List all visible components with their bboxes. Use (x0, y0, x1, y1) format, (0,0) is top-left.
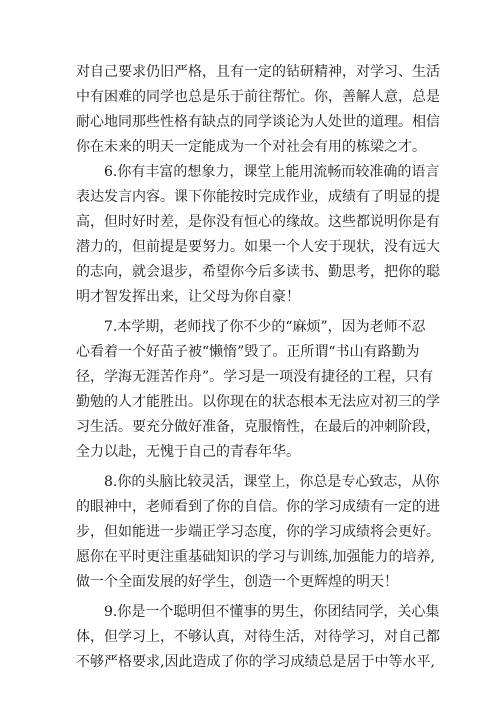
text-line: 愿你在平时更注重基础知识的学习与训练,加强能力的培养, (76, 549, 435, 565)
text-line: 径，学海无涯苦作舟”。学习是一项没有捷径的工程，只有 (76, 369, 434, 385)
text-line: 中有困难的同学也总是乐于前往帮忙。你，善解人意，总是 (76, 89, 440, 105)
text-line: 高，但时好时差，是你没有恒心的缘故。这些都说明你是有 (76, 214, 440, 230)
text-line: 勤勉的人才能胜出。以你现在的状态根本无法应对初三的学 (76, 394, 440, 410)
text-line: 你在未来的明天一定能成为一个对社会有用的栋梁之才。 (76, 139, 426, 155)
text-line: 做一个全面发展的好学生，创造一个更辉煌的明天！ (76, 574, 398, 590)
text-line: 表达发言内容。课下你能按时完成作业，成绩有了明显的提 (76, 189, 440, 205)
paragraph-9 (76, 600, 440, 675)
text-line: 的志向，就会退步，希望你今后多读书、勤思考，把你的聪 (76, 264, 440, 280)
text-line: 耐心地同那些性格有缺点的同学谈论为人处世的道理。相信 (76, 114, 440, 130)
paragraph-continued (76, 60, 440, 160)
text-line: 9.你是一个聪明但不懂事的男生，你团结同学，关心集 (104, 604, 440, 620)
text-line: 7.本学期，老师找了你不少的“麻烦”，因为老师不忍 (104, 319, 426, 335)
paragraph-6 (76, 160, 440, 310)
paragraph-7 (76, 315, 440, 465)
text-line: 潜力的，但前提是要努力。如果一个人安于现状，没有远大 (76, 239, 440, 255)
text-line: 明才智发挥出来，让父母为你自豪！ (76, 289, 300, 305)
text-line: 6.你有丰富的想象力，课堂上能用流畅而较准确的语言 (104, 164, 440, 180)
text-line: 8.你的头脑比较灵活，课堂上，你总是专心致志，从你 (104, 474, 440, 490)
paragraph-8 (76, 470, 440, 595)
text-line: 不够严格要求,因此造成了你的学习成绩总是居于中等水平, (76, 654, 435, 670)
text-line: 步，但如能进一步端正学习态度，你的学习成绩将会更好。 (76, 524, 440, 540)
text-line: 心看着一个好苗子被“懒惰”毁了。正所谓“书山有路勤为 (76, 344, 420, 360)
text-line: 习生活。要充分做好准备，克服惰性，在最后的冲刺阶段， (76, 419, 440, 435)
text-line: 对自己要求仍旧严格，且有一定的钻研精神，对学习、生活 (76, 64, 440, 80)
text-line: 全力以赴，无愧于自己的青春年华。 (76, 444, 300, 460)
text-line: 的眼神中，老师看到了你的自信。你的学习成绩有一定的进 (76, 499, 440, 515)
text-line: 体，但学习上，不够认真，对待生活，对待学习，对自己都 (76, 629, 440, 645)
